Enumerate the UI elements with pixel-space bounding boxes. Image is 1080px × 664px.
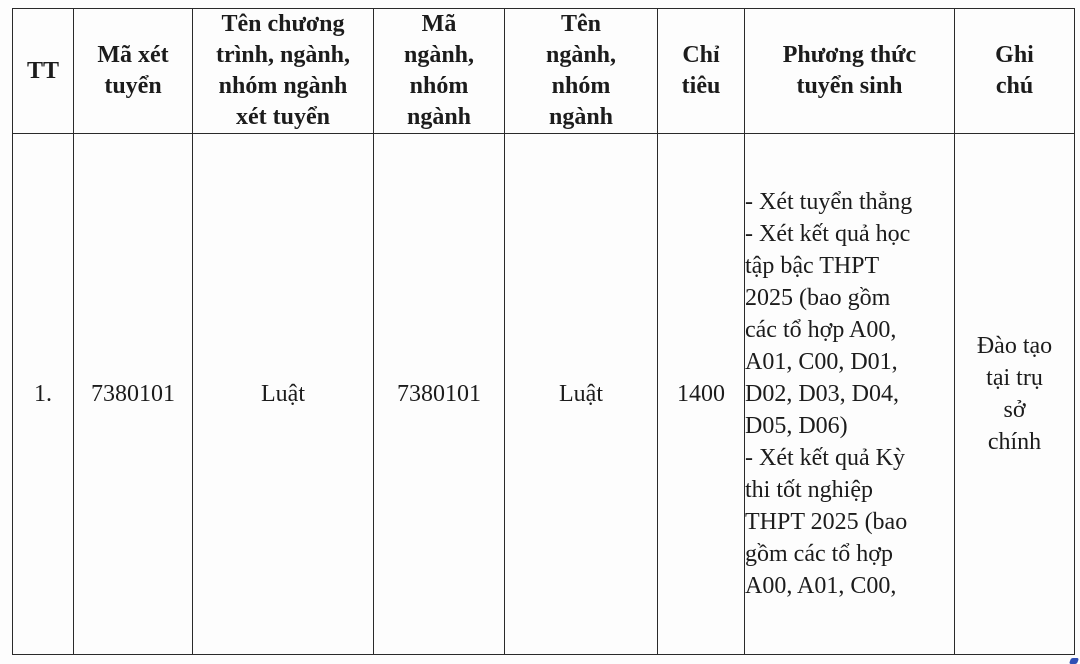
header-tt: TT [13, 9, 74, 134]
method-line: thi tốt nghiệp [745, 477, 873, 503]
cell-tt: 1. [13, 134, 74, 655]
method-line: 2025 (bao gồm [745, 285, 891, 311]
method-line: D02, D03, D04, [745, 381, 899, 407]
header-ma-xet-tuyen: Mã xét tuyển [74, 9, 193, 134]
table-row [13, 134, 1075, 655]
cell-ten-chuong-trinh: Luật [193, 134, 374, 655]
header-ten-nganh: Tên ngành, nhóm ngành [505, 9, 658, 134]
method-line: A01, C00, D01, [745, 349, 898, 375]
method-line: - Xét tuyển thẳng [745, 189, 913, 215]
method-line: tập bậc THPT [745, 253, 880, 279]
cell-phuong-thuc [745, 134, 955, 655]
table-header-row [13, 9, 1075, 134]
header-ten-chuong-trinh: Tên chương trình, ngành, nhóm ngành xét tuyển [193, 9, 374, 134]
cell-ghi-chu: Đào tạo tại trụ sở chính [955, 134, 1075, 655]
header-ghi-chu: Ghi chú [955, 9, 1075, 134]
cell-ma-xet-tuyen: 7380101 [74, 134, 193, 655]
method-line: gồm các tổ hợp [745, 541, 893, 567]
method-line: - Xét kết quả học [745, 221, 911, 247]
cell-chi-tieu: 1400 [658, 134, 745, 655]
method-line: các tổ hợp A00, [745, 317, 897, 343]
method-line: THPT 2025 (bao [745, 509, 908, 535]
header-chi-tieu: Chỉ tiêu [658, 9, 745, 134]
header-phuong-thuc: Phương thức tuyển sinh [745, 9, 955, 134]
cell-ma-nganh: 7380101 [374, 134, 505, 655]
pen-mark [1069, 658, 1079, 664]
cell-ten-nganh: Luật [505, 134, 658, 655]
admission-table [12, 8, 1075, 655]
method-line: A00, A01, C00, [745, 573, 897, 599]
method-line: - Xét kết quả Kỳ [745, 445, 905, 471]
method-line: D05, D06) [745, 413, 848, 439]
header-ma-nganh: Mã ngành, nhóm ngành [374, 9, 505, 134]
